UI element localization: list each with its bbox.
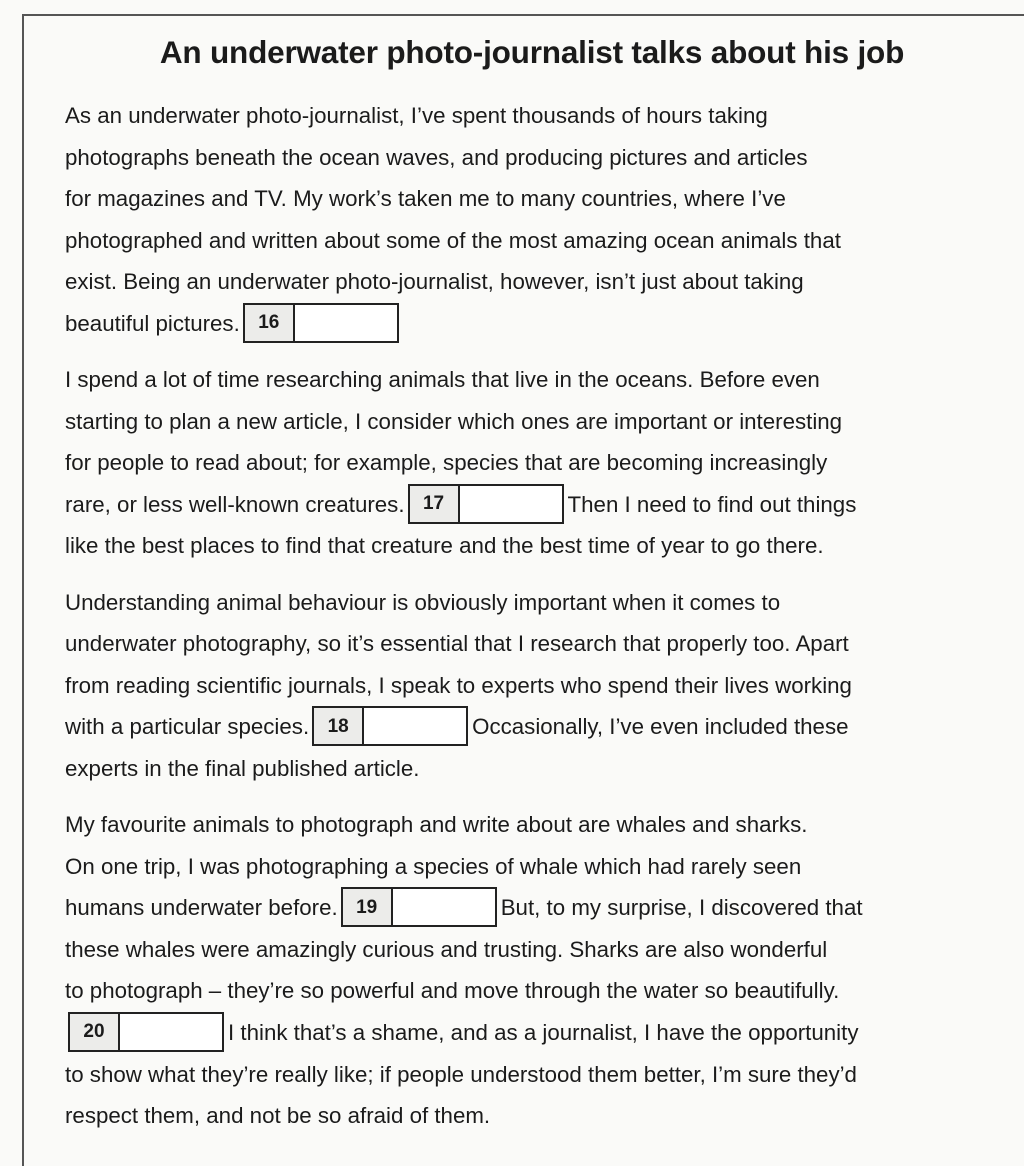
text-segment: Then I need to find out things [567, 491, 857, 517]
text-segment: experts in the final published article. [65, 755, 420, 781]
text-line [65, 442, 863, 484]
text-segment: underwater photography, so it’s essential that I research that properly too. Apart [65, 631, 849, 657]
article-title: An underwater photo-journalist talks about his job [159, 34, 905, 70]
text-line [65, 748, 863, 790]
text-line [65, 137, 863, 179]
text-line [65, 1095, 863, 1137]
text-line [65, 804, 863, 846]
answer-gap-18[interactable] [312, 706, 468, 746]
text-segment: Understanding animal behaviour is obviously important when it comes to [65, 589, 781, 615]
text-line [65, 706, 863, 748]
text-segment: for people to read about; for example, species that are becoming increasingly [65, 450, 828, 476]
text-segment: rare, or less well-known creatures. [65, 491, 405, 517]
text-segment: these whales were amazingly curious and trusting. Sharks are also wonderful [65, 936, 828, 962]
answer-field[interactable] [460, 486, 562, 522]
text-segment: But, to my surprise, I discovered that [500, 895, 863, 921]
text-segment: On one trip, I was photographing a species of whale which had rarely seen [65, 853, 802, 879]
paragraph [65, 804, 863, 1137]
text-segment: humans underwater before. [65, 895, 338, 921]
text-segment: beautiful pictures. [65, 310, 240, 336]
gap-number: 18 [314, 708, 364, 744]
text-segment: As an underwater photo-journalist, I’ve spent thousands of hours taking [65, 103, 768, 128]
text-line [65, 484, 863, 526]
text-line [65, 887, 863, 929]
text-segment: I spend a lot of time researching animals that live in the oceans. Before even [65, 367, 820, 393]
text-line [65, 665, 863, 707]
text-segment: with a particular species. [65, 714, 310, 740]
answer-field[interactable] [364, 708, 466, 744]
text-line [65, 929, 863, 971]
text-segment: starting to plan a new article, I consider which ones are important or interesting [65, 408, 843, 434]
text-segment: I think that’s a shame, and as a journalist, I have the opportunity [228, 1019, 859, 1045]
text-line [65, 359, 863, 401]
text-segment: to photograph – they’re so powerful and move through the water so beautifully. [65, 978, 840, 1004]
answer-field[interactable] [120, 1014, 222, 1050]
text-segment: to show what they’re really like; if people understood them better, I’m sure they’d [65, 1061, 857, 1087]
answer-gap-20[interactable] [68, 1012, 224, 1052]
text-segment: photographs beneath the ocean waves, and producing pictures and articles [65, 144, 808, 170]
gap-number: 17 [410, 486, 460, 522]
gap-number: 20 [70, 1014, 120, 1050]
text-line [65, 401, 863, 443]
paragraph [65, 582, 863, 790]
text-line [65, 623, 863, 665]
text-line [65, 525, 863, 567]
text-line [65, 582, 863, 624]
answer-gap-17[interactable] [408, 484, 564, 524]
text-segment: like the best places to find that creature and the best time of year to go there. [65, 533, 824, 559]
text-line [65, 95, 863, 137]
text-segment: exist. Being an underwater photo-journalist, however, isn’t just about taking [65, 269, 804, 295]
text-segment: My favourite animals to photograph and write about are whales and sharks. [65, 812, 808, 837]
text-line [65, 261, 863, 303]
article-body [65, 95, 863, 1151]
gap-number: 16 [245, 305, 295, 341]
answer-gap-19[interactable] [341, 887, 497, 927]
text-segment: respect them, and not be so afraid of them. [65, 1103, 491, 1129]
paragraph [65, 359, 863, 567]
answer-gap-16[interactable] [243, 303, 399, 343]
text-line [65, 178, 863, 220]
text-line [65, 220, 863, 262]
text-line [65, 970, 863, 1012]
text-line [65, 1054, 863, 1096]
gap-number: 19 [343, 889, 393, 925]
answer-field[interactable] [295, 305, 397, 341]
text-segment: for magazines and TV. My work’s taken me to many countries, where I’ve [65, 186, 786, 212]
text-line [65, 846, 863, 888]
paragraph [65, 95, 863, 345]
text-segment: photographed and written about some of the most amazing ocean animals that [65, 227, 841, 253]
text-segment: Occasionally, I’ve even included these [472, 714, 849, 740]
text-line [65, 303, 863, 345]
text-segment: from reading scientific journals, I speak to experts who spend their lives working [65, 672, 852, 698]
answer-field[interactable] [393, 889, 495, 925]
text-line [65, 1012, 863, 1054]
